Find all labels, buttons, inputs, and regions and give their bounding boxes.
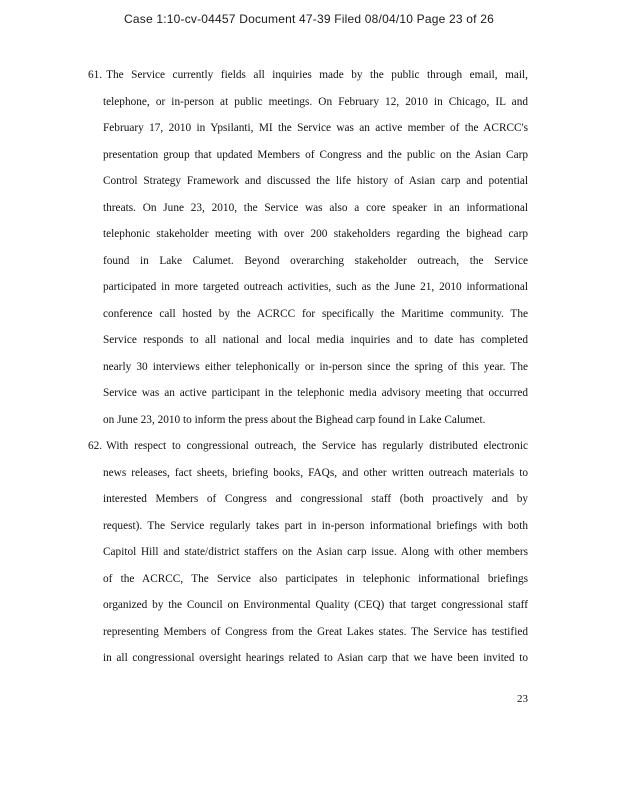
paragraph-number: 61.	[88, 69, 103, 81]
paragraph-62	[88, 433, 528, 672]
line-text: interested Members of Congress and congressional staff (both proactively and by	[103, 493, 528, 505]
paragraph-line	[88, 89, 528, 116]
paragraph-line	[88, 327, 528, 354]
line-text: organized by the Council on Environmental Quality (CEQ) that target congressional staff	[103, 599, 528, 611]
paragraph-line	[88, 62, 528, 89]
paragraph-line	[88, 274, 528, 301]
paragraph-line	[88, 513, 528, 540]
paragraph-line	[88, 619, 528, 646]
line-text: The Service currently fields all inquiries made by the public through email, mail,	[106, 69, 528, 81]
paragraph-line	[88, 566, 528, 593]
paragraph-line	[88, 407, 528, 434]
line-text: telephonic stakeholder meeting with over 200 stakeholders regarding the bighead carp	[103, 228, 528, 240]
paragraph-line	[88, 380, 528, 407]
line-text: threats. On June 23, 2010, the Service was also a core speaker in an informational	[103, 201, 528, 214]
line-text: telephone, or in-person at public meetings. On February 12, 2010 in Chicago, IL and	[103, 95, 528, 108]
line-text: of the ACRCC, The Service also participates in telephonic informational briefings	[103, 572, 528, 585]
line-text: presentation group that updated Members of Congress and the public on the Asian Carp	[103, 148, 528, 161]
paragraph-number: 62.	[88, 440, 103, 452]
line-text: on June 23, 2010 to inform the press about the Bighead carp found in Lake Calumet.	[103, 413, 486, 426]
paragraph-line	[88, 486, 528, 513]
paragraph-line	[88, 248, 528, 275]
line-text: Service responds to all national and local media inquiries and to date has completed	[103, 334, 528, 346]
paragraph-line	[88, 433, 528, 460]
line-text: With respect to congressional outreach, the Service has regularly distributed electronic	[106, 440, 528, 452]
line-text: nearly 30 interviews either telephonically or in-person since the spring of this year. The	[103, 360, 528, 373]
paragraph-line	[88, 168, 528, 195]
page-number: 23	[517, 693, 528, 705]
paragraph-line	[88, 301, 528, 328]
line-text: February 17, 2010 in Ypsilanti, MI the Service was an active member of the ACRCC's	[103, 122, 528, 134]
line-text: participated in more targeted outreach activities, such as the June 21, 2010 informational	[103, 281, 528, 293]
line-text: request). The Service regularly takes part in in-person informational briefings with both	[103, 519, 528, 532]
paragraph-line	[88, 645, 528, 672]
line-text: in all congressional oversight hearings related to Asian carp that we have been invited to	[103, 652, 528, 664]
paragraph-line	[88, 142, 528, 169]
line-text: Capitol Hill and state/district staffers on the Asian carp issue. Along with other members	[103, 546, 528, 558]
paragraph-line	[88, 115, 528, 142]
paragraph-line	[88, 195, 528, 222]
line-text: news releases, fact sheets, briefing books, FAQs, and other written outreach materials to	[103, 466, 528, 479]
line-text: conference call hosted by the ACRCC for specifically the Maritime community. The	[103, 307, 528, 320]
paragraph-line	[88, 221, 528, 248]
court-filing-header: Case 1:10-cv-04457 Document 47-39 Filed 08/04/10 Page 23 of 26	[124, 12, 494, 26]
paragraph-line	[88, 592, 528, 619]
line-text: found in Lake Calumet. Beyond overarching stakeholder outreach, the Service	[103, 254, 528, 267]
line-text: representing Members of Congress from the Great Lakes states. The Service has testified	[103, 625, 528, 638]
paragraph-line	[88, 539, 528, 566]
paragraph-line	[88, 354, 528, 381]
paragraph-61	[88, 62, 528, 433]
paragraph-line	[88, 460, 528, 487]
line-text: Control Strategy Framework and discussed the life history of Asian carp and potential	[103, 175, 528, 187]
line-text: Service was an active participant in the telephonic media advisory meeting that occurred	[103, 387, 528, 399]
